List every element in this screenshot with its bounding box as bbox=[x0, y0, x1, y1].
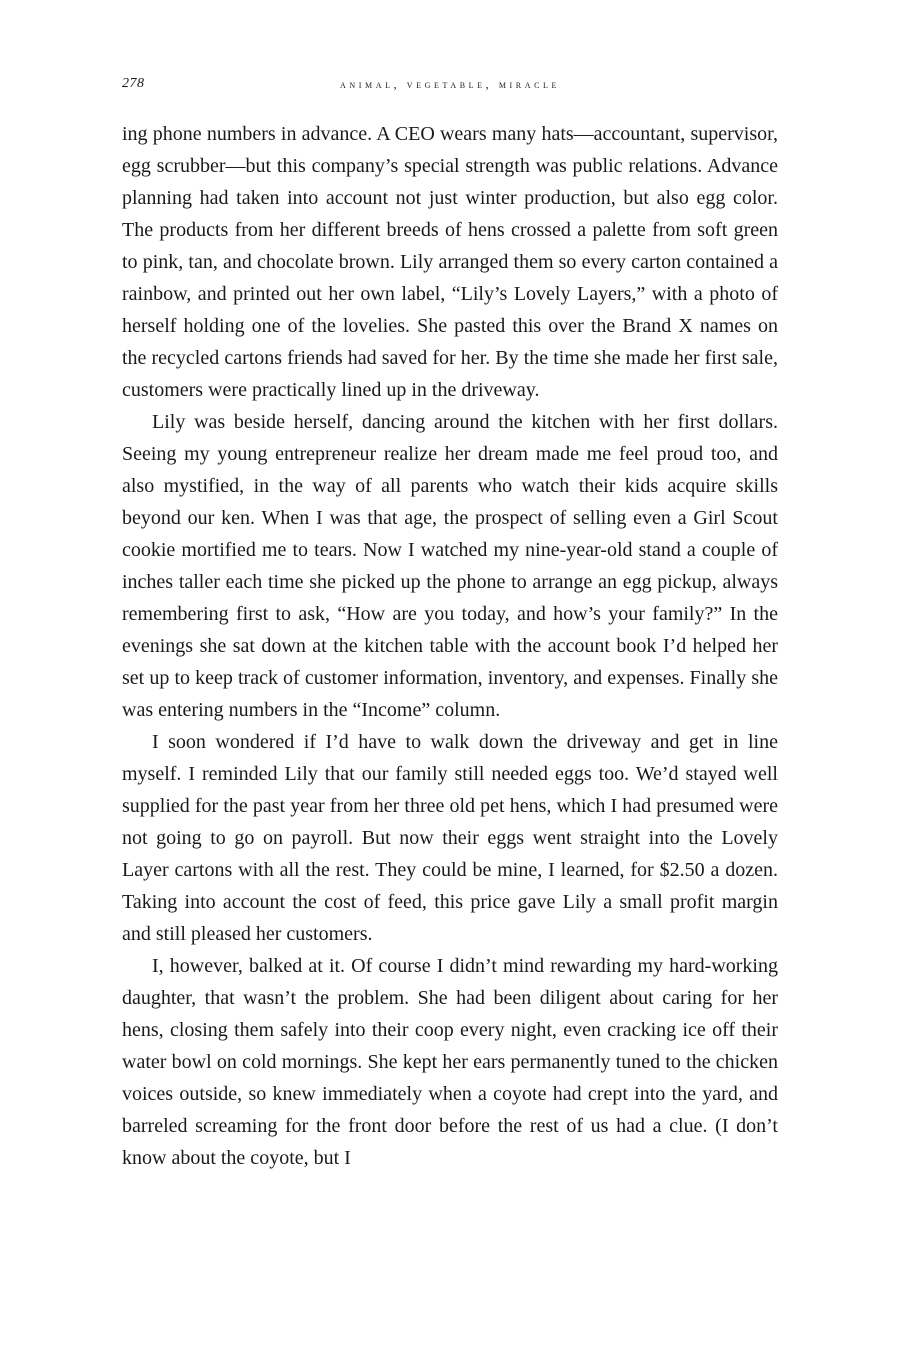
paragraph: Lily was beside herself, dancing around the kitchen with her first dollars. Seeing my young entrepreneur realize her dream made me feel proud too, and also mystified, in the way of all parents who watch their kids acquire skills beyond our ken. When I was that age, the prospect of selling even a Girl Scout cookie mortified me to tears. Now I watched my nine-year-old stand a couple of inches taller each time she picked up the phone to arrange an egg pickup, always remembering first to ask, “How are you today, and how’s your family?” In the evenings she sat down at the kitchen table with the account book I’d helped her set up to keep track of customer information, inventory, and expenses. Finally she was entering numbers in the “Income” column. bbox=[122, 411, 778, 721]
book-title: animal, vegetable, miracle bbox=[339, 77, 561, 91]
running-head bbox=[122, 76, 778, 96]
paragraph: I soon wondered if I’d have to walk down the driveway and get in line myself. I reminded Lily that our family still needed eggs too. We’d stayed well supplied for the past year from her three old pet hens, which I had presumed were not going to go on payroll. But now their eggs went straight into the Lovely Layer cartons with all the rest. They could be mine, I learned, for $2.50 a dozen. Taking into account the cost of feed, this price gave Lily a small profit margin and still pleased her customers. bbox=[122, 731, 778, 945]
body-text bbox=[122, 118, 778, 1174]
paragraph-continued: ing phone numbers in advance. A CEO wears many hats—accountant, supervisor, egg scrubber—but this company’s special strength was public relations. Advance planning had taken into account not just winter production, but also egg color. The products from her different breeds of hens crossed a palette from soft green to pink, tan, and chocolate brown. Lily arranged them so every carton contained a rainbow, and printed out her own label, “Lily’s Lovely Layers,” with a photo of herself holding one of the lovelies. She pasted this over the Brand X names on the recycled cartons friends had saved for her. By the time she made her first sale, customers were practically lined up in the driveway. bbox=[122, 123, 778, 401]
page-number: 278 bbox=[122, 76, 145, 91]
paragraph: I, however, balked at it. Of course I didn’t mind rewarding my hard-working daughter, that wasn’t the problem. She had been diligent about caring for her hens, closing them safely into their coop every night, even cracking ice off their water bowl on cold mornings. She kept her ears permanently tuned to the chicken voices outside, so knew immediately when a coyote had crept into the yard, and barreled screaming for the front door before the rest of us had a clue. (I don’t know about the coyote, but I bbox=[122, 955, 778, 1169]
